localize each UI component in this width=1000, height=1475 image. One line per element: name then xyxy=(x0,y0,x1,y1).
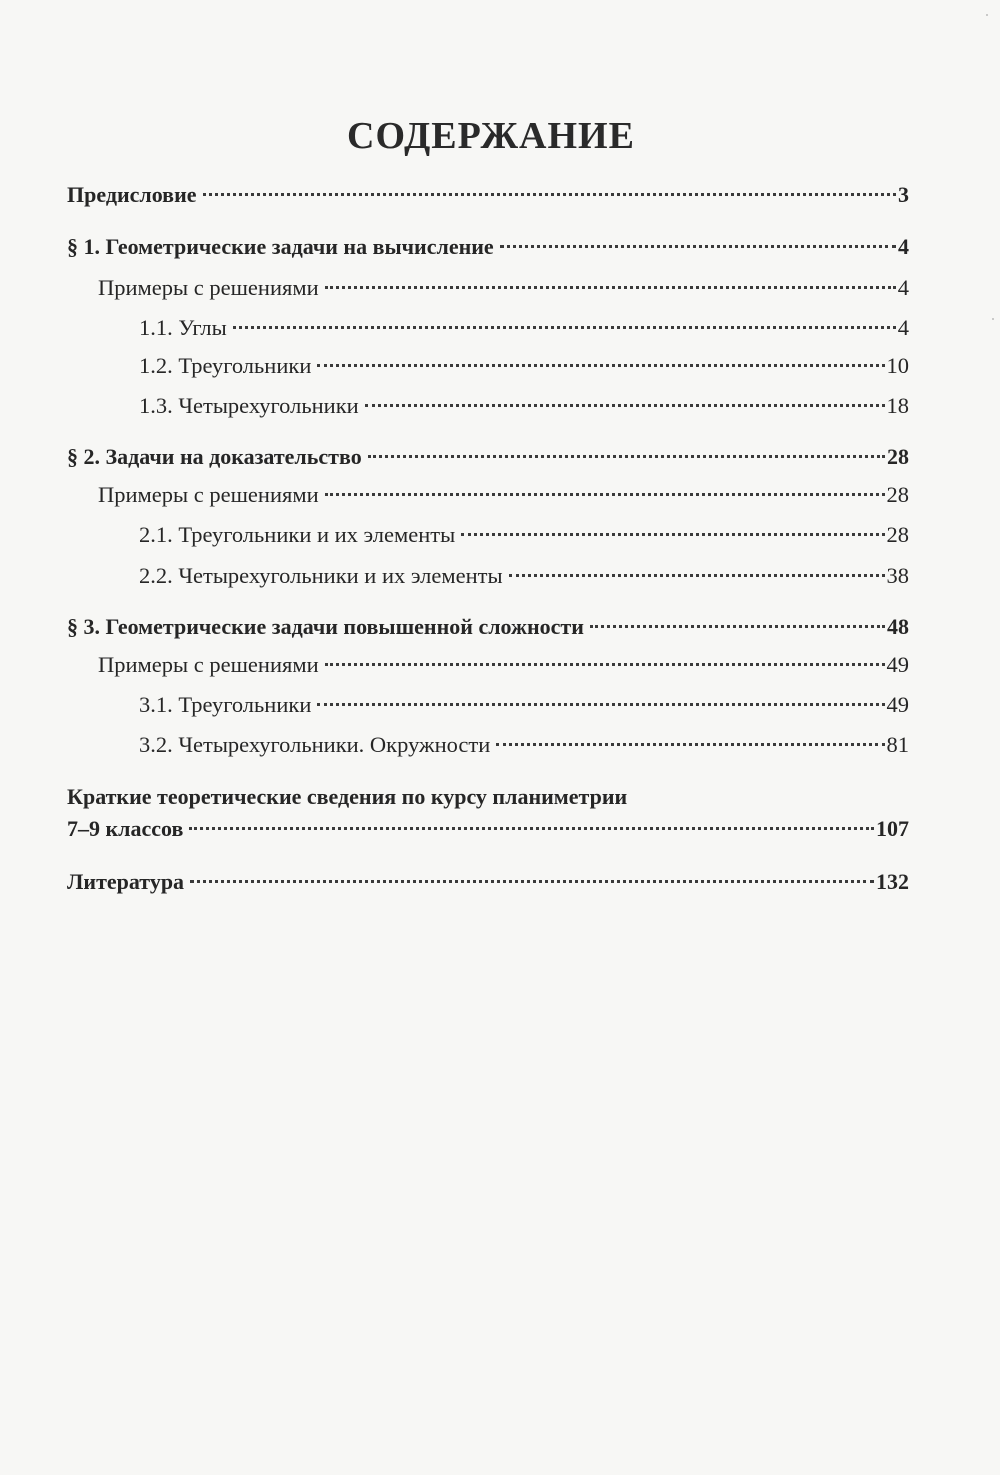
toc-page-number: 10 xyxy=(886,353,909,378)
toc-label: 3.2. Четырехугольники. Окружности xyxy=(139,732,491,757)
toc-label: Примеры с решениями xyxy=(98,275,319,300)
toc-page-number: 4 xyxy=(897,275,909,300)
toc-page-number: 49 xyxy=(886,692,909,717)
toc-page-number: 4 xyxy=(897,315,909,340)
dot-leader xyxy=(365,404,885,407)
dot-leader xyxy=(325,663,885,666)
scan-speck xyxy=(986,14,988,16)
dot-leader xyxy=(590,625,885,628)
toc-entry-section-2[interactable] xyxy=(67,443,909,471)
toc-page-number: 132 xyxy=(876,869,909,894)
toc-page-number: 28 xyxy=(886,522,909,547)
toc-entry-1-3[interactable] xyxy=(139,392,909,420)
toc-label: Примеры с решениями xyxy=(98,652,319,677)
toc-page-number: 48 xyxy=(887,614,909,639)
toc-page-number: 38 xyxy=(886,563,909,588)
toc-entry-s1-examples[interactable] xyxy=(98,274,909,302)
toc-page-number: 81 xyxy=(886,732,909,757)
toc-label: 2.1. Треугольники и их элементы xyxy=(139,522,456,547)
dot-leader xyxy=(190,880,874,883)
dot-leader xyxy=(317,703,884,706)
dot-leader xyxy=(461,533,884,536)
page-title: СОДЕРЖАНИЕ xyxy=(347,115,635,157)
toc-label: Литература xyxy=(67,869,185,894)
toc-entry-section-1[interactable] xyxy=(67,233,909,261)
toc-label: 2.2. Четырехугольники и их элементы xyxy=(139,563,503,588)
toc-entry-2-1[interactable] xyxy=(139,521,909,549)
toc-entry-3-2[interactable] xyxy=(139,731,909,759)
toc-entry-s2-examples[interactable] xyxy=(98,481,909,509)
toc-page-number: 28 xyxy=(887,444,909,469)
toc-label: § 1. Геометрические задачи на вычисление xyxy=(67,234,494,259)
toc-entry-preface[interactable] xyxy=(67,181,909,209)
dot-leader xyxy=(496,743,884,746)
dot-leader xyxy=(368,455,885,458)
toc-label: 7–9 классов xyxy=(67,816,184,841)
dot-leader xyxy=(325,493,885,496)
toc-label: 3.1. Треугольники xyxy=(139,692,312,717)
dot-leader xyxy=(233,326,896,329)
dot-leader xyxy=(500,245,896,248)
toc-page-number: 4 xyxy=(898,234,909,259)
toc-entry-1-2[interactable] xyxy=(139,352,909,380)
scan-speck xyxy=(992,318,994,320)
toc-entry-s3-examples[interactable] xyxy=(98,651,909,679)
dot-leader xyxy=(317,364,884,367)
toc-entry-section-3[interactable] xyxy=(67,613,909,641)
toc-entry-literature[interactable] xyxy=(67,868,909,896)
toc-label: Примеры с решениями xyxy=(98,482,319,507)
toc-page-number: 3 xyxy=(898,182,909,207)
toc-label: 1.3. Четырехугольники xyxy=(139,393,359,418)
toc-entry-3-1[interactable] xyxy=(139,691,909,719)
toc-entry-theory[interactable] xyxy=(67,815,909,843)
dot-leader xyxy=(509,574,885,577)
toc-label: § 2. Задачи на доказательство xyxy=(67,444,362,469)
toc-page-number: 107 xyxy=(876,816,909,841)
dot-leader xyxy=(189,827,874,830)
toc-label: Предисловие xyxy=(67,182,197,207)
toc-label: 1.1. Углы xyxy=(139,315,227,340)
toc-label: 1.2. Треугольники xyxy=(139,353,312,378)
toc-page-number: 49 xyxy=(886,652,909,677)
toc-entry-1-1[interactable] xyxy=(139,314,909,342)
toc-label: § 3. Геометрические задачи повышенной сложности xyxy=(67,614,584,639)
dot-leader xyxy=(203,193,896,196)
toc-entry-2-2[interactable] xyxy=(139,562,909,590)
toc-page-number: 28 xyxy=(886,482,909,507)
dot-leader xyxy=(325,286,896,289)
toc-entry-theory-line1[interactable]: Краткие теоретические сведения по курсу планиметрии xyxy=(67,784,628,809)
toc-page-number: 18 xyxy=(886,393,909,418)
